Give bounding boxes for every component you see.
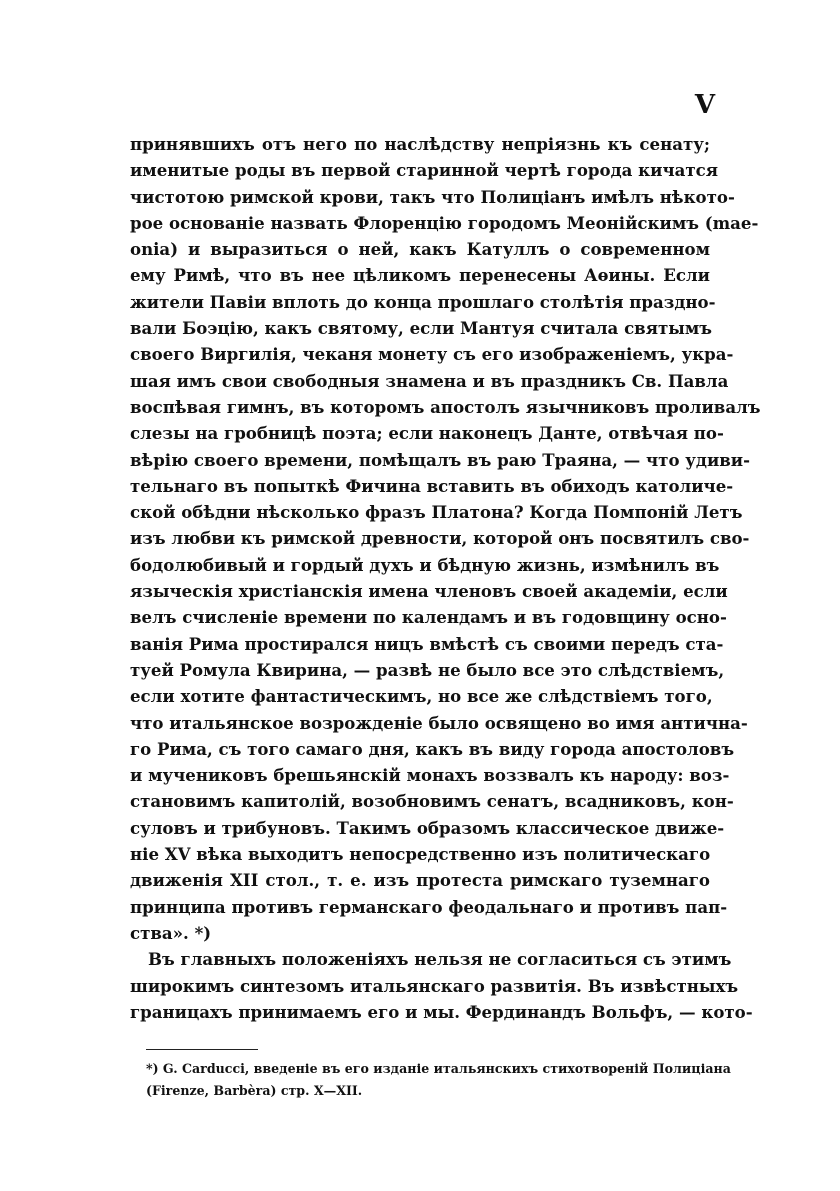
paragraph-1-line: жители Павіи вплоть до конца прошлаго столѣтія праздно- <box>130 291 716 312</box>
footnote <box>146 1058 731 1102</box>
paragraph-1-line: суловъ и трибуновъ. Такимъ образомъ классическое движе- <box>130 817 725 838</box>
paragraph-1-line: воспѣвая гимнъ, въ которомъ апостолъ язычниковъ проливалъ <box>130 396 761 417</box>
paragraph-1-line: вали Боэцію, какъ святому, если Мантуя считала святымъ <box>130 318 713 339</box>
paragraph-1-line: туей Ромула Квирина, — развѣ не было все это слѣдствіемъ, <box>130 659 725 680</box>
paragraph-1-line: движенія XII стол., т. е. изъ протеста римскаго туземнаго <box>130 870 710 891</box>
paragraph-1-line: тельнаго въ попыткѣ Фичина вставить въ обиходъ католиче- <box>130 475 734 496</box>
paragraph-1-line: и мучениковъ брешьянскій монахъ воззвалъ къ народу: воз- <box>130 765 730 786</box>
paragraph-1-line: ніе XV вѣка выходитъ непосредственно изъ политическаго <box>130 844 711 865</box>
footnote-line: *) G. Carducci, введеніе въ его изданіе итальянскихъ стихотвореній Полиціана <box>146 1061 731 1076</box>
paragraph-1-line: ему Римѣ, что въ нее цѣликомъ перенесены Аѳины. Если <box>130 265 710 286</box>
paragraph-1-line: именитые роды въ первой старинной чертѣ города кичатся <box>130 160 719 181</box>
paragraph-1-line: onia) и выразиться о ней, какъ Катуллъ о современном <box>130 239 710 260</box>
paragraph-2-line: Въ главныхъ положеніяхъ нельзя не согласиться съ этимъ <box>148 949 732 970</box>
paragraph-1-line: ской обѣдни нѣсколько фразъ Платона? Когда Помпоній Летъ <box>130 502 743 523</box>
paragraph-1-line: ства». *) <box>130 922 212 943</box>
paragraph-1-line: вѣрію своего времени, помѣщалъ въ раю Траяна, — что удиви- <box>130 449 750 470</box>
page-number: V <box>694 90 716 120</box>
paragraph-1-line: становимъ капитолій, возобновимъ сенатъ, всадниковъ, кон- <box>130 791 734 812</box>
paragraph-1-line: шая имъ свои свободныя знамена и въ праздникъ Св. Павла <box>130 370 729 391</box>
paragraph-2-line: границахъ принимаемъ его и мы. Фердинандъ Вольфъ, — кото- <box>130 1001 753 1022</box>
footnote-divider <box>146 1049 258 1050</box>
paragraph-1-line: слезы на гробницѣ поэта; если наконецъ Данте, отвѣчая по- <box>130 423 724 444</box>
paragraph-1-line: ванія Рима простирался ницъ вмѣстѣ съ своими передъ ста- <box>130 633 724 654</box>
paragraph-1-line: принципа противъ германскаго феодальнаго и противъ пап- <box>130 896 728 917</box>
footnote-line: (Firenze, Barbèra) стр. X—XII. <box>146 1083 363 1098</box>
paragraph-1-line: рое основаніе назвать Флоренцію городомъ Меонійскимъ (mae- <box>130 212 759 233</box>
paragraph-1-line: если хотите фантастическимъ, но все же слѣдствіемъ того, <box>130 686 713 707</box>
paragraph-1-line: языческія христіанскія имена членовъ своей академіи, если <box>130 581 728 602</box>
paragraph-1-line: чистотою римской крови, такъ что Полиціанъ имѣлъ нѣкото- <box>130 186 735 207</box>
paragraph-1-line: своего Виргилія, чеканя монету съ его изображеніемъ, укра- <box>130 344 734 365</box>
paragraph-1-line: велъ счисленіе времени по календамъ и въ годовщину осно- <box>130 607 727 628</box>
paragraph-1-line: бодолюбивый и гордый духъ и бѣдную жизнь, измѣнилъ въ <box>130 554 720 575</box>
paragraph-1-line: что итальянское возрожденіе было освящено во имя антична- <box>130 712 748 733</box>
body-text <box>130 131 761 1025</box>
paragraph-1-line: го Рима, съ того самаго дня, какъ въ виду города апостоловъ <box>130 738 735 759</box>
paragraph-2-line: широкимъ синтезомъ итальянскаго развитія. Въ извѣстныхъ <box>130 975 739 996</box>
paragraph-1-line: принявшихъ отъ него по наслѣдству непріязнь къ сенату; <box>130 134 710 154</box>
paragraph-1-line: изъ любви къ римской древности, которой онъ посвятилъ сво- <box>130 528 750 549</box>
